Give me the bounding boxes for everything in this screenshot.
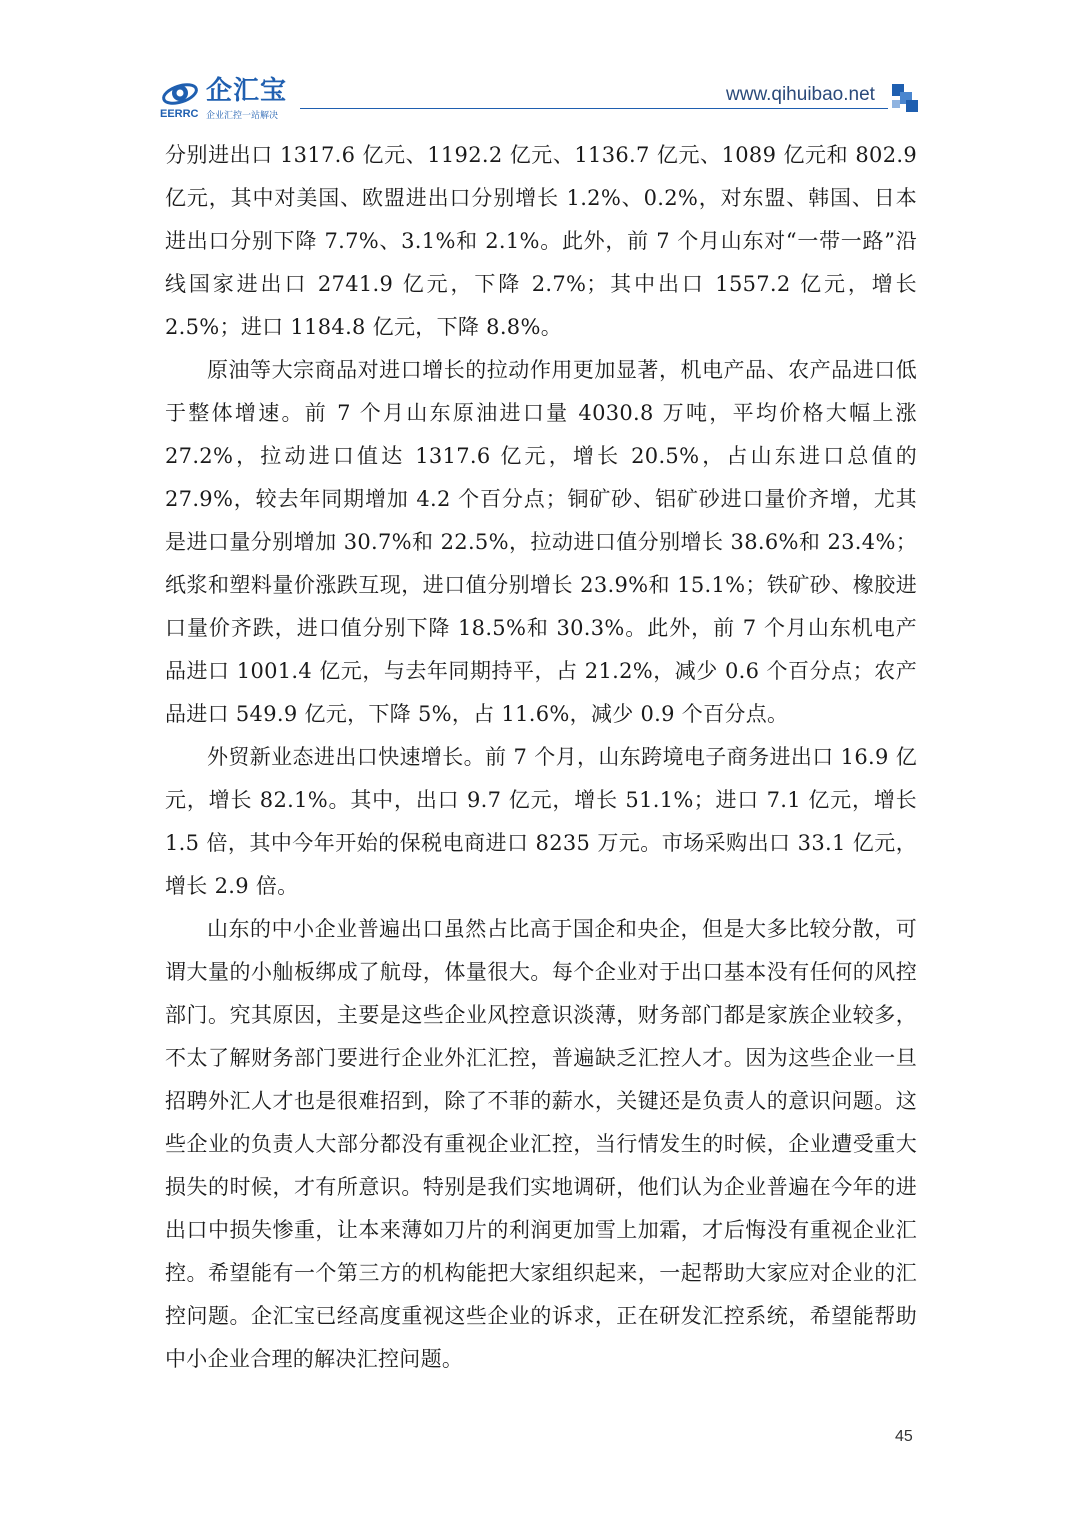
- paragraph-new-trade-forms: 外贸新业态进出口快速增长。前 7 个月，山东跨境电子商务进出口 16.9 亿元，增长 82.1%。其中，出口 9.7 亿元，增长 51.1%；进口 7.1 亿元，增长 1.5 倍，其中今年开始的保税电商进口 8235 万元。市场采购出口 33.1 亿元，增长 2.9 倍。: [165, 745, 917, 898]
- page-number: 45: [895, 1428, 913, 1445]
- pixel-blocks-icon: [892, 84, 918, 114]
- paragraph-continuation: 分别进出口 1317.6 亿元、1192.2 亿元、1136.7 亿元、1089 亿元和 802.9 亿元，其中对美国、欧盟进出口分别增长 1.2%、0.2%，对东盟、韩国、日本进出口分别下降 7.7%、3.1%和 2.1%。此外，前 7 个月山东对“一带一路”沿线国家进出口 2741.9 亿元，下降 2.7%；其中出口 1557.2 亿元，增长 2.5%；进口 1184.8 亿元，下降 8.8%。: [165, 143, 917, 339]
- logo-title: 企汇宝: [206, 76, 288, 106]
- paragraph-sme-fx-risk: 山东的中小企业普遍出口虽然占比高于国企和央企，但是大多比较分散，可谓大量的小舢板绑成了航母，体量很大。每个企业对于出口基本没有任何的风控部门。究其原因，主要是这些企业风控意识淡薄，财务部门都是家族企业较多，不太了解财务部门要进行企业外汇汇控，普遍缺乏汇控人才。因为这些企业一旦招聘外汇人才也是很难招到，除了不菲的薪水，关键还是负责人的意识问题。这些企业的负责人大部分都没有重视企业汇控，当行情发生的时候，企业遭受重大损失的时候，才有所意识。特别是我们实地调研，他们认为企业普遍在今年的进出口中损失惨重，让本来薄如刀片的利润更加雪上加霜，才后悔没有重视企业汇控。希望能有一个第三方的机构能把大家组织起来，一起帮助大家应对企业的汇控问题。企汇宝已经高度重视这些企业的诉求，正在研发汇控系统，希望能帮助中小企业合理的解决汇控问题。: [165, 917, 917, 1371]
- document-body: [165, 134, 917, 1381]
- website-link[interactable]: www.qihuibao.net: [726, 84, 875, 105]
- brand-logo[interactable]: [160, 74, 300, 124]
- logo-abbreviation: EERRC: [160, 108, 199, 120]
- page-header: [0, 0, 1080, 130]
- globe-logo-icon: [160, 76, 204, 110]
- logo-slogan: 企业汇控一站解决: [206, 111, 279, 121]
- paragraph-commodities: 原油等大宗商品对进口增长的拉动作用更加显著，机电产品、农产品进口低于整体增速。前 7 个月山东原油进口量 4030.8 万吨，平均价格大幅上涨 27.2%，拉动进口值达 1317.6 亿元，增长 20.5%，占山东进口总值的 27.9%，较去年同期增加 4.2 个百分点；铜矿砂、铝矿砂进口量价齐增，尤其是进口量分别增加 30.7%和 22.5%，拉动进口值分别增长 38.6%和 23.4%；纸浆和塑料量价涨跌互现，进口值分别增长 23.9%和 15.1%；铁矿砂、橡胶进口量价齐跌，进口值分别下降 18.5%和 30.3%。此外，前 7 个月山东机电产品进口 1001.4 亿元，与去年同期持平，占 21.2%，减少 0.6 个百分点；农产品进口 549.9 亿元，下降 5%，占 11.6%，减少 0.9 个百分点。: [165, 358, 917, 726]
- header-divider: [300, 108, 888, 109]
